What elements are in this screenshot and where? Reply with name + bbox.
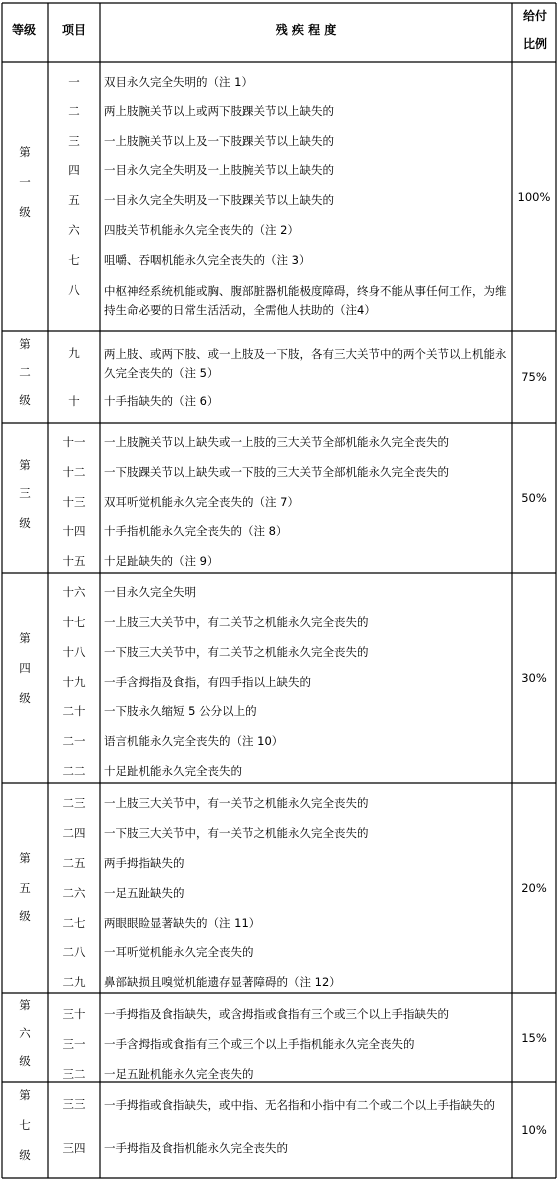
item-description: 一上肢三大关节中，有二关节之机能永久完全丧失的 — [104, 615, 369, 629]
item-number: 八 — [68, 283, 80, 297]
item-description: 十足趾缺失的（注 9） — [104, 554, 219, 568]
item-description: 一下肢永久缩短 5 公分以上的 — [104, 704, 257, 718]
header-severity: 残 疾 程 度 — [275, 23, 337, 37]
payout-ratio: 15% — [521, 1030, 547, 1045]
grade-label-char: 级 — [19, 516, 31, 530]
item-number: 十二 — [62, 465, 86, 479]
grade-label-char: 二 — [19, 365, 31, 379]
item-number: 二六 — [62, 886, 86, 900]
item-number: 十四 — [62, 524, 86, 538]
item-description: 一手含拇指及食指，有四手指以上缺失的 — [104, 675, 311, 689]
item-number: 五 — [68, 193, 80, 207]
item-description: 一目永久完全失明及一上肢腕关节以上缺失的 — [104, 163, 334, 177]
item-description: 两上肢、或两下肢、或一上肢及一下肢，各有三大关节中的两个关节以上机能永久完全丧失的（注 5） — [104, 347, 507, 380]
item-number: 二九 — [62, 975, 86, 989]
payout-ratio: 10% — [521, 1123, 547, 1137]
grade-label-char: 一 — [19, 174, 31, 189]
item-number: 十一 — [62, 435, 86, 449]
item-number: 四 — [68, 163, 80, 177]
item-description: 一上肢三大关节中，有一关节之机能永久完全丧失的 — [104, 796, 369, 810]
item-description: 十足趾机能永久完全丧失的 — [104, 764, 242, 778]
grade-label-char: 级 — [19, 909, 31, 923]
item-number: 二四 — [62, 826, 86, 840]
item-number: 十七 — [62, 615, 86, 629]
header-ratio-line2: 比例 — [522, 37, 547, 51]
item-number: 十六 — [62, 585, 86, 599]
item-number: 三二 — [62, 1067, 86, 1081]
header-grade: 等级 — [11, 23, 36, 37]
item-number: 三三 — [62, 1097, 86, 1111]
grade-label-char: 七 — [19, 1118, 31, 1132]
grade-label-char: 第 — [19, 631, 31, 645]
item-number: 三十 — [62, 1007, 86, 1021]
item-number: 二 — [68, 104, 80, 118]
item-description: 鼻部缺损且嗅觉机能遗存显著障碍的（注 12） — [104, 975, 341, 989]
item-number: 十五 — [62, 554, 86, 568]
item-number: 一 — [68, 75, 80, 89]
grade-label-char: 第 — [19, 337, 31, 351]
header-item: 项目 — [61, 23, 86, 37]
item-description: 一下肢三大关节中，有二关节之机能永久完全丧失的 — [104, 645, 369, 659]
item-number: 二一 — [62, 734, 86, 748]
grade-label-char: 第 — [19, 144, 31, 159]
item-description: 一手拇指及食指缺失，或含拇指或食指有三个或三个以上手指缺失的 — [104, 1007, 449, 1021]
item-description: 一下肢三大关节中，有一关节之机能永久完全丧失的 — [104, 826, 369, 840]
item-description: 十手指缺失的（注 6） — [104, 394, 219, 408]
grade-label-char: 级 — [19, 204, 31, 219]
item-number: 十 — [68, 394, 80, 408]
item-description: 十手指机能永久完全丧失的（注 8） — [104, 524, 288, 538]
grade-label-char: 五 — [19, 881, 31, 895]
item-description: 中枢神经系统机能或胸、腹部脏器机能极度障碍，终身不能从事任何工作，为维持生命必要的日常生活活动，全需他人扶助的（注4） — [104, 284, 507, 317]
item-description: 四肢关节机能永久完全丧失的（注 2） — [104, 223, 299, 237]
item-number: 二五 — [62, 856, 86, 870]
item-number: 九 — [68, 346, 80, 360]
item-number: 六 — [68, 223, 80, 237]
item-description: 咀嚼、吞咽机能永久完全丧失的（注 3） — [104, 253, 311, 267]
grade-label-char: 级 — [19, 1148, 31, 1162]
item-description: 一下肢踝关节以上缺失或一下肢的三大关节全部机能永久完全丧失的 — [104, 465, 449, 479]
item-description: 一上肢腕关节以上缺失或一上肢的三大关节全部机能永久完全丧失的 — [104, 435, 449, 449]
grade-label-char: 三 — [19, 486, 31, 500]
payout-ratio: 75% — [521, 370, 547, 384]
grade-label-char: 第 — [19, 997, 31, 1012]
item-number: 三一 — [62, 1037, 86, 1051]
item-number: 十三 — [62, 495, 86, 509]
item-description: 语言机能永久完全丧失的（注 10） — [104, 734, 284, 748]
item-description: 两上肢腕关节以上或两下肢踝关节以上缺失的 — [104, 104, 334, 118]
item-number: 二八 — [62, 945, 86, 959]
item-number: 十九 — [62, 675, 86, 689]
item-number: 十八 — [62, 645, 86, 659]
item-number: 二七 — [62, 916, 86, 930]
grade-label-char: 第 — [19, 851, 31, 865]
grade-label-char: 第 — [19, 1088, 31, 1102]
item-description: 一耳听觉机能永久完全丧失的 — [104, 945, 254, 959]
item-description: 一目永久完全失明及一下肢踝关节以上缺失的 — [104, 193, 334, 207]
item-description: 一手拇指及食指机能永久完全丧失的 — [104, 1141, 288, 1155]
item-number: 二二 — [62, 764, 86, 778]
payout-ratio: 20% — [521, 881, 547, 895]
grade-label-char: 第 — [19, 458, 31, 472]
item-number: 七 — [68, 253, 80, 267]
item-number: 三四 — [62, 1141, 86, 1155]
item-description: 一手拇指或食指缺失，或中指、无名指和小指中有二个或二个以上手指缺失的 — [104, 1098, 495, 1112]
item-number: 三 — [68, 134, 80, 148]
item-number: 二十 — [62, 704, 86, 718]
item-description: 一目永久完全失明 — [104, 585, 196, 599]
item-description: 一足五趾缺失的 — [104, 886, 185, 900]
grade-label-char: 级 — [19, 691, 31, 705]
grade-label-char: 级 — [19, 1053, 31, 1068]
grade-label-char: 四 — [19, 661, 31, 675]
item-description: 双目永久完全失明的（注 1） — [104, 75, 253, 89]
item-description: 一上肢腕关节以上及一下肢踝关节以上缺失的 — [104, 134, 334, 148]
payout-ratio: 30% — [521, 671, 547, 685]
item-description: 双耳听觉机能永久完全丧失的（注 7） — [104, 495, 299, 509]
item-number: 二三 — [62, 796, 86, 810]
grade-label-char: 级 — [19, 393, 31, 407]
payout-ratio: 100% — [517, 189, 551, 204]
item-description: 两眼眼睑显著缺失的（注 11） — [104, 916, 261, 930]
item-description: 一足五趾机能永久完全丧失的 — [104, 1067, 254, 1081]
payout-ratio: 50% — [521, 491, 547, 505]
header-ratio-line1: 给付 — [522, 9, 547, 23]
grade-label-char: 六 — [19, 1025, 31, 1040]
item-description: 一手含拇指或食指有三个或三个以上手指机能永久完全丧失的 — [104, 1037, 415, 1051]
item-description: 两手拇指缺失的 — [104, 856, 185, 870]
